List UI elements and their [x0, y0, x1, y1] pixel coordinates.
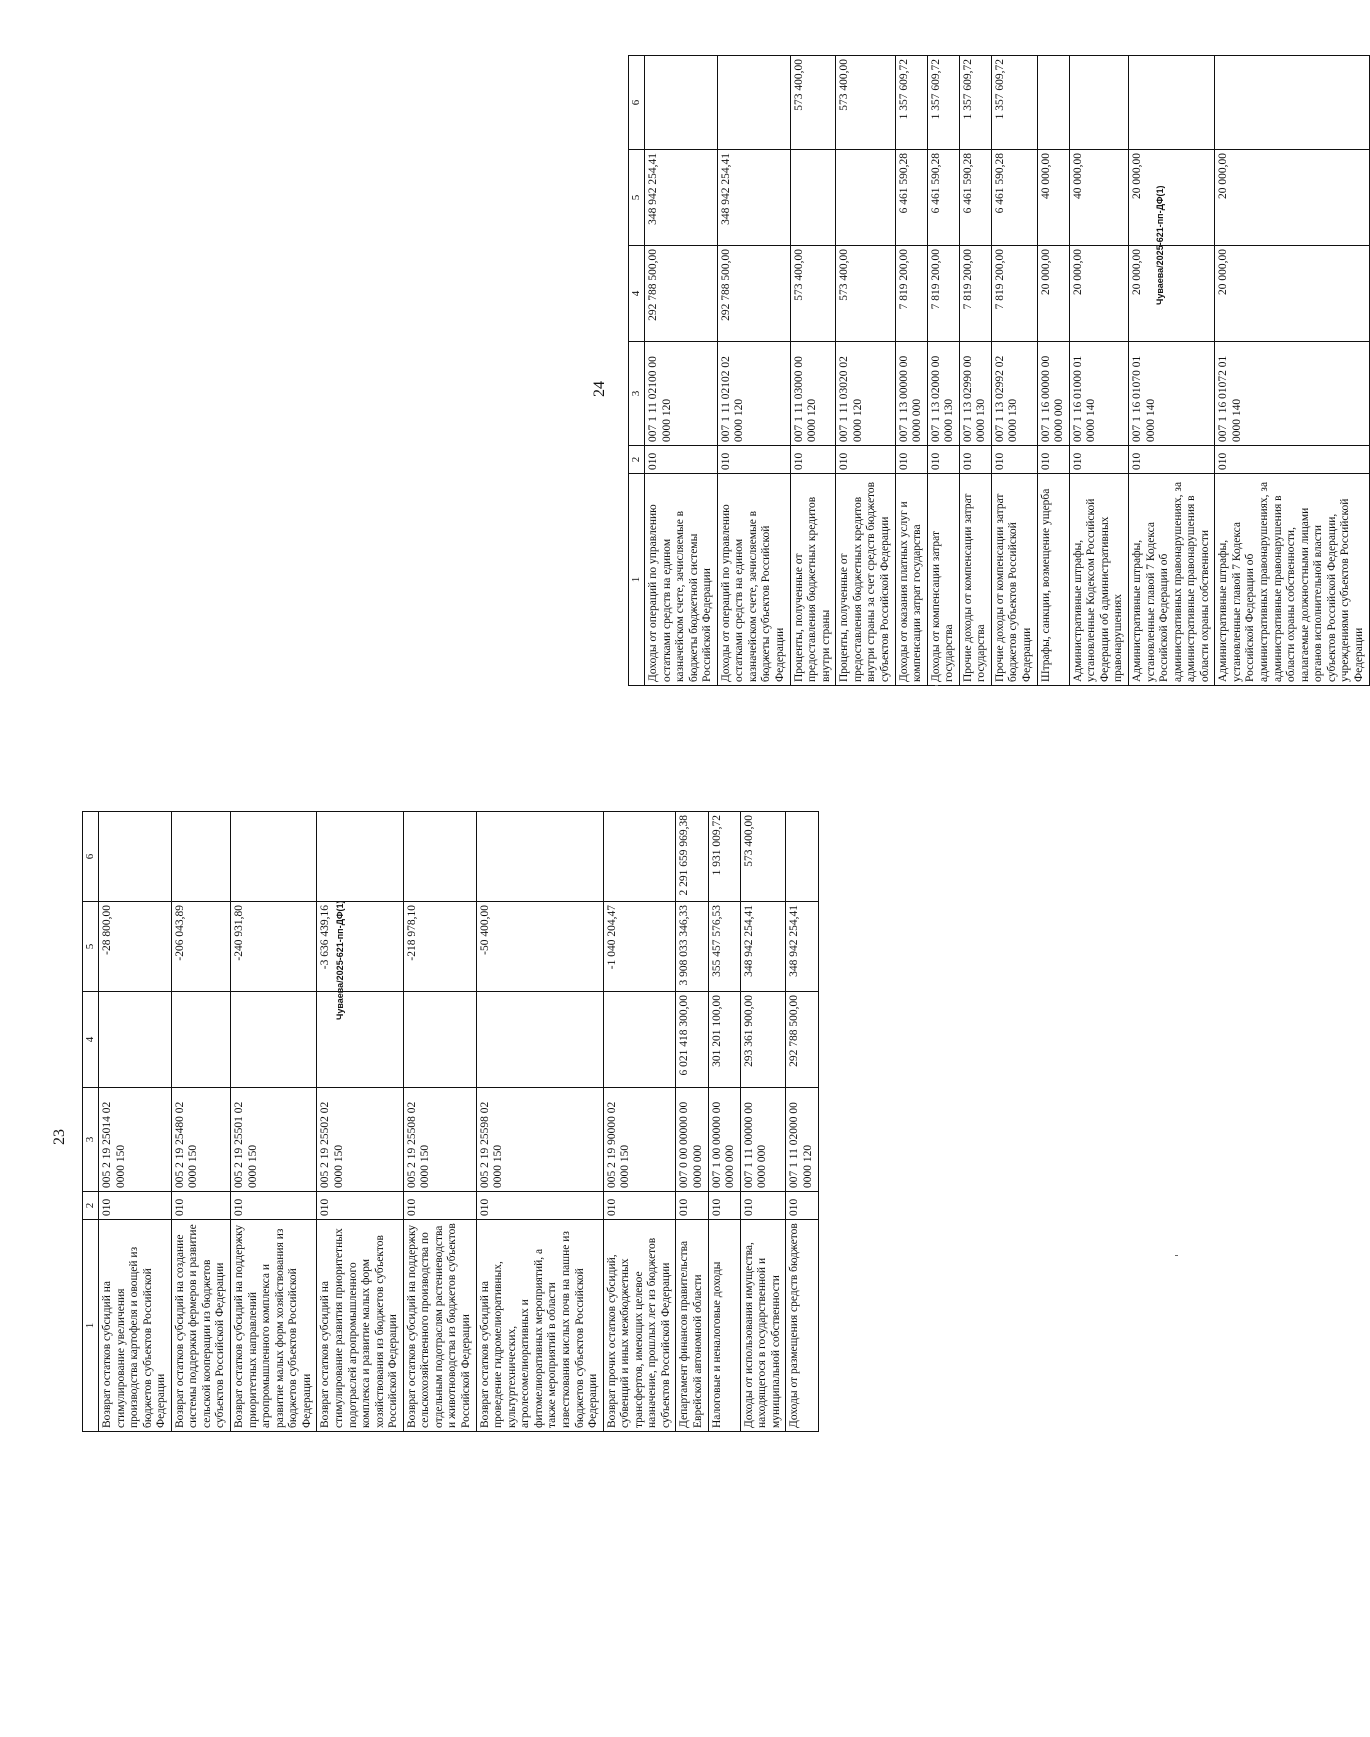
row-name: Возврат остатков субсидий на стимулирование развития приоритетных подотраслей агропромышленного комплекса и развитие малых форм хозяйствования из бюджетов субъектов Российской Федерации — [317, 1220, 403, 1432]
row-code: 010 — [790, 446, 836, 474]
row-not-executed — [317, 812, 403, 902]
row-not-executed — [231, 812, 317, 902]
row-code: 010 — [231, 1192, 317, 1220]
row-name: Доходы от компенсации затрат государства — [927, 474, 959, 686]
row-plan — [476, 992, 603, 1088]
row-not-executed: 573 400,00 — [740, 812, 786, 902]
row-code: 010 — [717, 446, 790, 474]
row-code: 010 — [927, 446, 959, 474]
row-not-executed — [171, 812, 230, 902]
row-code: 010 — [786, 1192, 818, 1220]
row-kbk: 005 2 19 25014 02 0000 150 — [98, 1088, 171, 1192]
row-executed: -206 043,89 — [171, 902, 230, 992]
left-income-table — [82, 811, 819, 1432]
row-executed: 348 942 254,41 — [740, 902, 786, 992]
row-not-executed: 1 357 609,72 — [927, 56, 959, 150]
row-name: Доходы от операций по управлению остатками средств на едином казначейском счете, зачисляемые в бюджеты субъектов Российской Федерации — [717, 474, 790, 686]
row-kbk: 005 2 19 25501 02 0000 150 — [231, 1088, 317, 1192]
table-row — [1069, 56, 1128, 686]
row-plan: 6 021 418 300,00 — [676, 992, 708, 1088]
row-executed: 6 461 590,28 — [959, 150, 991, 246]
row-executed: 20 000,00 — [1128, 150, 1214, 246]
table-row — [1215, 56, 1369, 686]
row-not-executed: 573 400,00 — [836, 56, 895, 150]
row-kbk: 005 2 19 25598 02 0000 150 — [476, 1088, 603, 1192]
row-executed: 40 000,00 — [1069, 150, 1128, 246]
row-code: 010 — [403, 1192, 476, 1220]
row-plan — [403, 992, 476, 1088]
row-not-executed — [1037, 56, 1069, 150]
row-kbk: 007 1 11 02000 00 0000 120 — [786, 1088, 818, 1192]
right-income-table — [628, 55, 1370, 686]
row-code: 010 — [98, 1192, 171, 1220]
row-kbk: 007 1 11 02102 02 0000 120 — [717, 342, 790, 446]
row-name: Возврат остатков субсидий на проведение гидромелиоративных, культуртехнических, агролесомелиоративных и фитомелиоративных мероприятий, а также мероприятий в области известкования кислых почв на пашне из бюджетов субъектов Российской Федерации — [476, 1220, 603, 1432]
row-name: Возврат остатков субсидий на создание системы поддержки фермеров и развитие сельской кооперации из бюджетов субъектов Российской Федерации — [171, 1220, 230, 1432]
row-plan: 292 788 500,00 — [644, 246, 717, 342]
row-kbk: 005 2 19 25502 02 0000 150 — [317, 1088, 403, 1192]
row-plan: 20 000,00 — [1037, 246, 1069, 342]
row-not-executed — [603, 812, 676, 902]
table-row — [717, 56, 790, 686]
row-name: Доходы от использования имущества, находящегося в государственной и муниципальной собственности — [740, 1220, 786, 1432]
row-executed: 6 461 590,28 — [895, 150, 927, 246]
row-plan: 301 201 100,00 — [708, 992, 740, 1088]
row-kbk: 007 1 11 03020 02 0000 120 — [836, 342, 895, 446]
row-kbk: 005 2 19 25480 02 0000 150 — [171, 1088, 230, 1192]
row-name: Доходы от операций по управлению остатками средств на едином казначейском счете, зачисляемые в бюджеты бюджетной системы Российской Федерации — [644, 474, 717, 686]
row-name: Административные штрафы, установленные главой 7 Кодекса Российской Федерации об административных правонарушениях, за административные правонарушения в области охраны собственности — [1128, 474, 1214, 686]
row-name: Прочие доходы от компенсации затрат бюджетов субъектов Российской Федерации — [991, 474, 1037, 686]
row-not-executed — [1069, 56, 1128, 150]
left-col-5: 5 — [83, 902, 99, 992]
row-plan: 20 000,00 — [1069, 246, 1128, 342]
row-kbk: 007 1 16 01000 01 0000 140 — [1069, 342, 1128, 446]
row-plan: 7 819 200,00 — [927, 246, 959, 342]
left-header-row — [83, 812, 99, 1432]
row-executed — [836, 150, 895, 246]
row-executed: -50 400,00 — [476, 902, 603, 992]
row-code: 010 — [959, 446, 991, 474]
row-name: Проценты, полученные от предоставления бюджетных кредитов внутри страны за счет средств бюджетов субъектов Российской Федерации — [836, 474, 895, 686]
row-not-executed — [717, 56, 790, 150]
right-col-5: 5 — [629, 150, 645, 246]
row-code: 010 — [1069, 446, 1128, 474]
table-row — [171, 812, 230, 1432]
row-plan — [317, 992, 403, 1088]
row-executed — [790, 150, 836, 246]
row-code: 010 — [676, 1192, 708, 1220]
row-code: 010 — [740, 1192, 786, 1220]
row-plan — [231, 992, 317, 1088]
row-not-executed — [644, 56, 717, 150]
row-kbk: 007 1 13 00000 00 0000 000 — [895, 342, 927, 446]
scan-mark — [1175, 1255, 1178, 1256]
table-row — [676, 812, 708, 1432]
row-not-executed: 1 931 009,72 — [708, 812, 740, 902]
row-not-executed — [403, 812, 476, 902]
row-name: Доходы от оказания платных услуг и компенсации затрат государства — [895, 474, 927, 686]
row-code: 010 — [1128, 446, 1214, 474]
table-row — [603, 812, 676, 1432]
page-number-left: 23 — [51, 1129, 68, 1145]
row-not-executed — [1128, 56, 1214, 150]
row-name: Возврат остатков субсидий на поддержку приоритетных направлений агропромышленного комплекса и развитие малых форм хозяйствования из бюджетов субъектов Российской Федерации — [231, 1220, 317, 1432]
right-header-row — [629, 56, 645, 686]
table-row — [790, 56, 836, 686]
table-row — [708, 812, 740, 1432]
row-plan: 292 788 500,00 — [786, 992, 818, 1088]
row-name: Прочие доходы от компенсации затрат государства — [959, 474, 991, 686]
row-plan: 573 400,00 — [790, 246, 836, 342]
row-not-executed — [786, 812, 818, 902]
footer-left: Чуваева/2025-621-пп-ДФ(1) — [335, 900, 345, 1020]
row-executed: -240 931,80 — [231, 902, 317, 992]
scan-mark — [935, 685, 938, 686]
table-row — [1037, 56, 1069, 686]
table-row — [403, 812, 476, 1432]
row-plan: 573 400,00 — [836, 246, 895, 342]
row-not-executed: 573 400,00 — [790, 56, 836, 150]
row-not-executed: 1 357 609,72 — [959, 56, 991, 150]
row-plan: 7 819 200,00 — [895, 246, 927, 342]
row-executed: 20 000,00 — [1215, 150, 1369, 246]
footer-right: Чуваева/2025-621-пп-ДФ(1) — [1155, 185, 1165, 305]
row-name: Административные штрафы, установленные Кодексом Российской Федерации об административных правонарушениях — [1069, 474, 1128, 686]
row-not-executed: 2 291 659 969,38 — [676, 812, 708, 902]
row-executed: -28 800,00 — [98, 902, 171, 992]
right-page-table-wrap — [628, 55, 1370, 686]
row-plan: 20 000,00 — [1215, 246, 1369, 342]
row-not-executed — [98, 812, 171, 902]
right-col-1: 1 — [629, 474, 645, 686]
row-code: 010 — [836, 446, 895, 474]
left-col-4: 4 — [83, 992, 99, 1088]
table-row — [317, 812, 403, 1432]
left-col-6: 6 — [83, 812, 99, 902]
row-name: Возврат прочих остатков субсидий, субвенций и иных межбюджетных трансфертов, имеющих целевое назначение, прошлых лет из бюджетов субъектов Российской Федерации — [603, 1220, 676, 1432]
row-not-executed — [476, 812, 603, 902]
row-executed: -3 636 439,16 — [317, 902, 403, 992]
row-code: 010 — [1215, 446, 1369, 474]
table-row — [476, 812, 603, 1432]
table-row — [786, 812, 818, 1432]
row-kbk: 007 1 11 03000 00 0000 120 — [790, 342, 836, 446]
row-plan — [171, 992, 230, 1088]
row-name: Доходы от размещения средств бюджетов — [786, 1220, 818, 1432]
row-plan: 7 819 200,00 — [959, 246, 991, 342]
table-row — [98, 812, 171, 1432]
row-name: Штрафы, санкции, возмещение ущерба — [1037, 474, 1069, 686]
row-code: 010 — [895, 446, 927, 474]
row-executed: -1 040 204,47 — [603, 902, 676, 992]
row-plan: 292 788 500,00 — [717, 246, 790, 342]
row-plan — [603, 992, 676, 1088]
row-kbk: 007 1 13 02000 00 0000 130 — [927, 342, 959, 446]
row-not-executed: 1 357 609,72 — [895, 56, 927, 150]
row-kbk: 007 1 11 00000 00 0000 000 — [740, 1088, 786, 1192]
row-name: Административные штрафы, установленные главой 7 Кодекса Российской Федерации об административных правонарушениях, за административные правонарушения в области охраны собственности, налагаемые должностными лицами органов исполнительной власти субъектов Российской Федерации, учреждениями субъектов Российской Федерации — [1215, 474, 1369, 686]
table-row — [927, 56, 959, 686]
table-row — [836, 56, 895, 686]
row-name: Проценты, полученные от предоставления бюджетных кредитов внутри страны — [790, 474, 836, 686]
row-code: 010 — [603, 1192, 676, 1220]
row-executed: 6 461 590,28 — [991, 150, 1037, 246]
right-col-3: 3 — [629, 342, 645, 446]
table-row — [231, 812, 317, 1432]
row-not-executed — [1215, 56, 1369, 150]
row-code: 010 — [476, 1192, 603, 1220]
left-col-1: 1 — [83, 1220, 99, 1432]
row-kbk: 007 1 00 00000 00 0000 000 — [708, 1088, 740, 1192]
row-plan — [98, 992, 171, 1088]
row-kbk: 007 1 16 01072 01 0000 140 — [1215, 342, 1369, 446]
row-executed: -218 978,10 — [403, 902, 476, 992]
right-col-4: 4 — [629, 246, 645, 342]
row-executed: 6 461 590,28 — [927, 150, 959, 246]
table-row — [740, 812, 786, 1432]
row-kbk: 005 2 19 90000 02 0000 150 — [603, 1088, 676, 1192]
row-kbk: 005 2 19 25508 02 0000 150 — [403, 1088, 476, 1192]
row-executed: 40 000,00 — [1037, 150, 1069, 246]
left-col-3: 3 — [83, 1088, 99, 1192]
table-row — [1128, 56, 1214, 686]
row-code: 010 — [991, 446, 1037, 474]
row-code: 010 — [708, 1192, 740, 1220]
row-plan: 20 000,00 — [1128, 246, 1214, 342]
left-page-table-wrap — [82, 811, 819, 1432]
left-col-2: 2 — [83, 1192, 99, 1220]
row-kbk: 007 1 16 01070 01 0000 140 — [1128, 342, 1214, 446]
right-col-2: 2 — [629, 446, 645, 474]
row-kbk: 007 1 13 02990 00 0000 130 — [959, 342, 991, 446]
table-row — [991, 56, 1037, 686]
row-executed: 348 942 254,41 — [786, 902, 818, 992]
row-kbk: 007 0 00 00000 00 0000 000 — [676, 1088, 708, 1192]
row-kbk: 007 1 16 00000 00 0000 000 — [1037, 342, 1069, 446]
row-name: Возврат остатков субсидий на стимулирование увеличения производства картофеля и овощей из бюджетов субъектов Российской Федерации — [98, 1220, 171, 1432]
row-kbk: 007 1 11 02100 00 0000 120 — [644, 342, 717, 446]
table-row — [644, 56, 717, 686]
row-executed: 3 908 033 346,33 — [676, 902, 708, 992]
row-name: Департамент финансов правительства Еврейской автономной области — [676, 1220, 708, 1432]
row-kbk: 007 1 13 02992 02 0000 130 — [991, 342, 1037, 446]
row-executed: 355 457 576,53 — [708, 902, 740, 992]
page-number-right: 24 — [591, 381, 608, 397]
row-not-executed: 1 357 609,72 — [991, 56, 1037, 150]
row-code: 010 — [644, 446, 717, 474]
right-col-6: 6 — [629, 56, 645, 150]
row-name: Налоговые и неналоговые доходы — [708, 1220, 740, 1432]
row-code: 010 — [317, 1192, 403, 1220]
row-plan: 7 819 200,00 — [991, 246, 1037, 342]
row-code: 010 — [171, 1192, 230, 1220]
table-row — [895, 56, 927, 686]
row-executed: 348 942 254,41 — [717, 150, 790, 246]
row-plan: 293 361 900,00 — [740, 992, 786, 1088]
table-row — [959, 56, 991, 686]
row-name: Возврат остатков субсидий на поддержку сельскохозяйственного производства по отдельным подотраслям растениеводства и животноводства из бюджетов субъектов Российской Федерации — [403, 1220, 476, 1432]
row-executed: 348 942 254,41 — [644, 150, 717, 246]
row-code: 010 — [1037, 446, 1069, 474]
